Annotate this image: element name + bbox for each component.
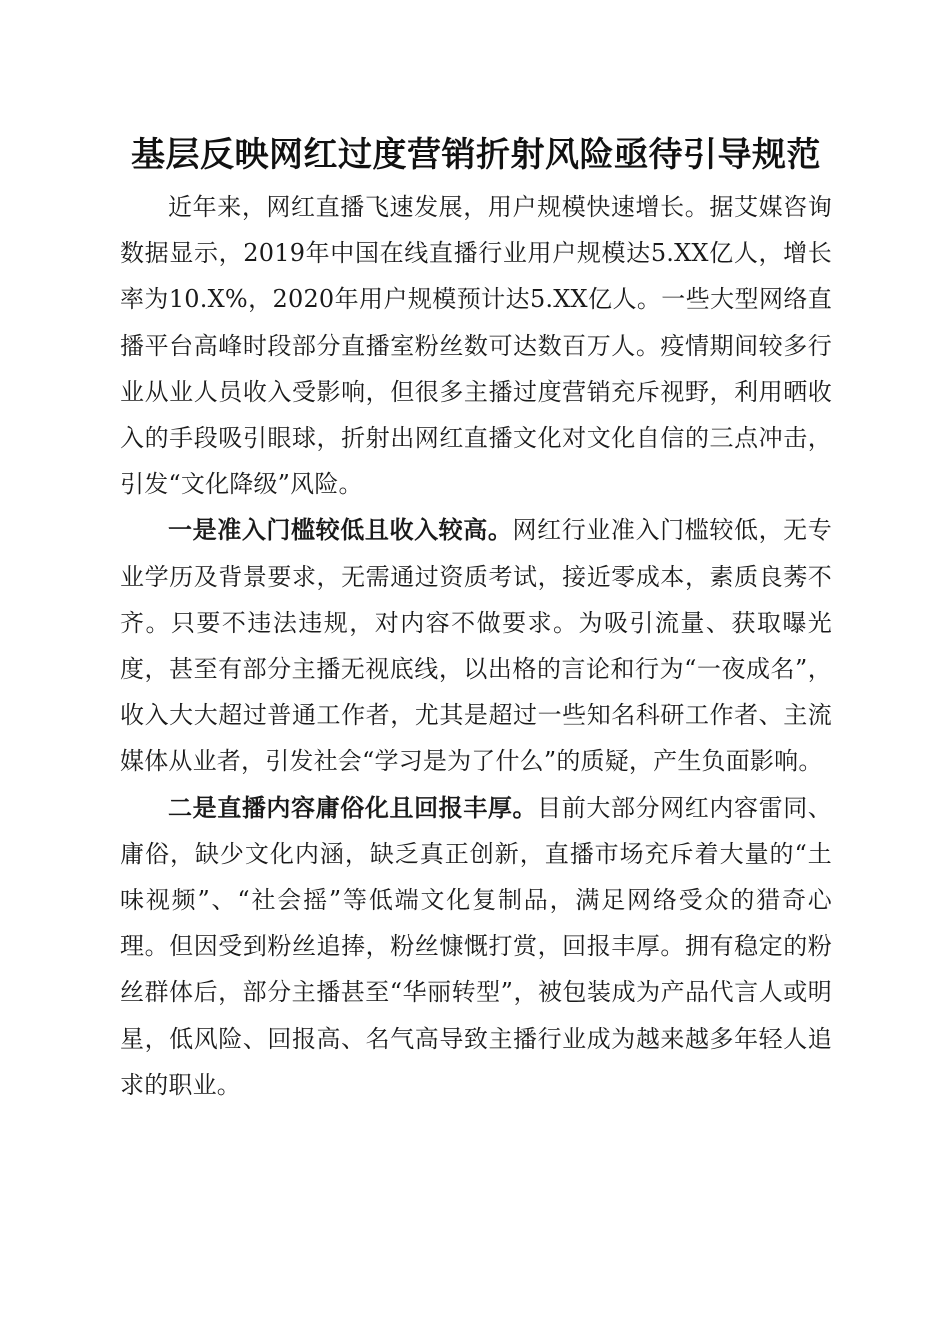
paragraph-point-one-text: 网红行业准入门槛较低，无专业学历及背景要求，无需通过资质考试，接近零成本，素质良莠不齐。只要不违法违规，对内容不做要求。为吸引流量、获取曝光度，甚至有部分主播无视底线，以出格的言论和行为“一夜成名”，收入大大超过普通工作者，尤其是超过一些知名科研工作者、主流媒体从业者，引发社会“学习是为了什么”的质疑，产生负面影响。 (120, 516, 832, 776)
document-title: 基层反映网红过度营销折射风险亟待引导规范 (131, 135, 821, 175)
paragraph-point-one-lead: 一是准入门槛较低且收入较高。 (168, 515, 513, 545)
paragraph-intro-text: 近年来，网红直播飞速发展，用户规模快速增长。据艾媒咨询数据显示，2019年中国在线直播行业用户规模达5.XX亿人，增长率为10.X%，2020年用户规模预计达5.XX亿人。一些大型网络直播平台高峰时段部分直播室粉丝数可达数百万人。疫情期间较多行业从业人员收入受影响，但很多主播过度营销充斥视野，利用晒收入的手段吸引眼球，折射出网红直播文化对文化自信的三点冲击，引发“文化降级”风险。 (120, 193, 832, 499)
paragraph-point-two (120, 785, 832, 1108)
document-page (120, 128, 832, 1108)
paragraph-point-one (120, 507, 832, 784)
paragraph-point-two-text: 目前大部分网红内容雷同、庸俗，缺少文化内涵，缺乏真正创新，直播市场充斥着大量的“土味视频”、“社会摇”等低端文化复制品，满足网络受众的猎奇心理。但因受到粉丝追捧，粉丝慷慨打赏，回报丰厚。拥有稳定的粉丝群体后，部分主播甚至“华丽转型”，被包装成为产品代言人或明星，低风险、回报高、名气高导致主播行业成为越来越多年轻人追求的职业。 (120, 793, 833, 1099)
paragraph-point-two-lead: 二是直播内容庸俗化且回报丰厚。 (168, 792, 538, 822)
paragraph-intro (120, 184, 832, 507)
